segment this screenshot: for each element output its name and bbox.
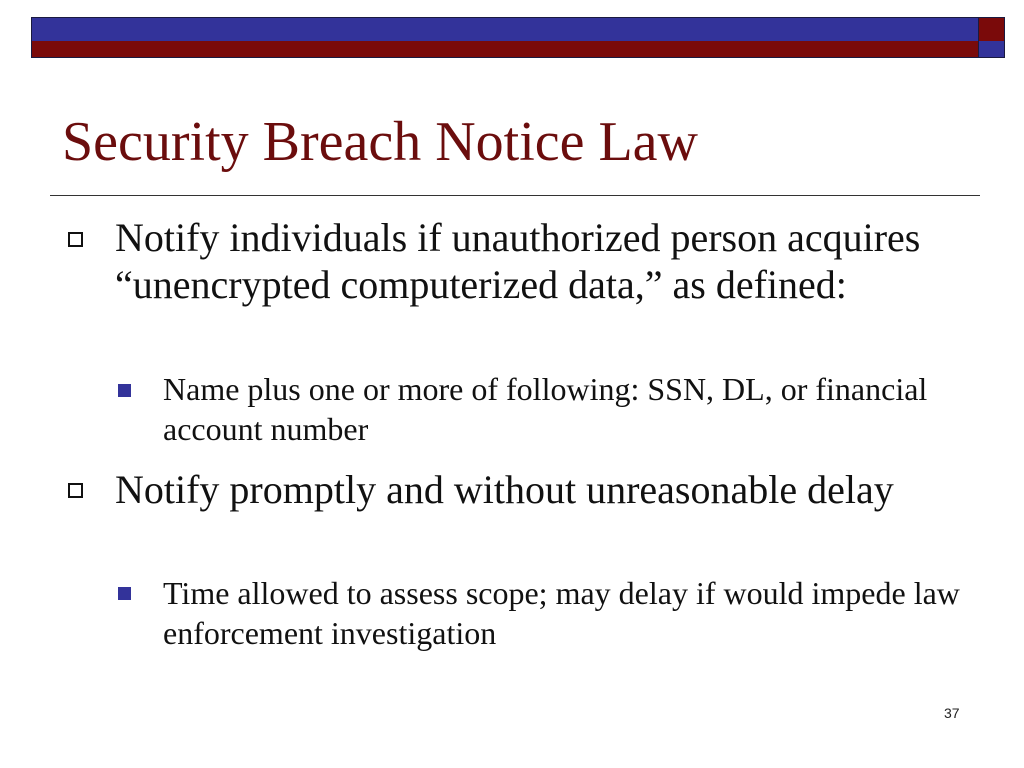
bullet-text: Notify individuals if unauthorized person acquires “unencrypted computerized data,” as defined: <box>115 215 921 307</box>
header-corner-red-square <box>978 17 1005 43</box>
hollow-square-bullet-icon <box>68 232 83 247</box>
filled-square-bullet-icon <box>118 587 131 600</box>
page-number: 37 <box>944 705 960 721</box>
sub-bullet-text: Name plus one or more of following: SSN, DL, or financial account number <box>163 371 928 447</box>
header-corner-blue-square <box>978 41 1005 58</box>
header-band-blue <box>31 17 979 42</box>
filled-square-bullet-icon <box>118 384 131 397</box>
header-band-red <box>31 41 979 58</box>
hollow-square-bullet-icon <box>68 483 83 498</box>
title-divider <box>50 195 980 196</box>
sub-bullet-text: Time allowed to assess scope; may delay if would impede law enforcement investigation <box>163 575 960 651</box>
slide-title: Security Breach Notice Law <box>62 111 698 173</box>
bullet-text: Notify promptly and without unreasonable delay <box>115 467 894 512</box>
